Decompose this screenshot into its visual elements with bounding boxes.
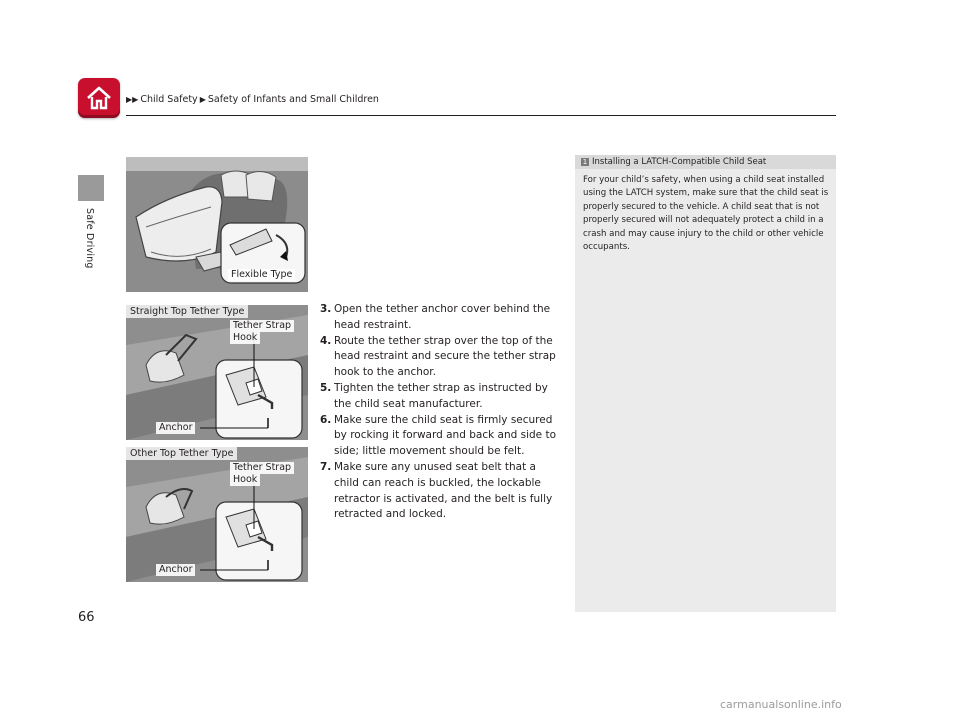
page-number: 66 <box>78 610 95 625</box>
note-body: For your child’s safety, when using a child seat installed using the LATCH system, make sure that the child seat is properly secured to the vehicle. A child seat that is not properly secured will not adequately protect a child in a crash and may cause injury to the child or other vehicle occupants. <box>583 175 829 253</box>
step-number: 3. <box>320 303 332 315</box>
hook-label: Hook <box>230 332 260 344</box>
note-title: Installing a LATCH-Compatible Child Seat <box>592 157 767 167</box>
flexible-latch-illustration <box>126 157 308 292</box>
anchor-label: Anchor <box>156 422 195 434</box>
breadcrumb-arrow-icon: ▶▶ <box>126 95 139 104</box>
step-item <box>320 460 562 523</box>
step-item <box>320 381 562 413</box>
straight-top-tether-heading: Straight Top Tether Type <box>126 305 248 318</box>
step-number: 7. <box>320 460 332 473</box>
watermark: carmanualsonline.info <box>720 698 842 711</box>
breadcrumb-arrow-icon: ▶ <box>199 95 206 104</box>
straight-tether-illustration <box>126 305 308 440</box>
breadcrumb-item-child-safety[interactable]: Child Safety <box>140 94 198 105</box>
breadcrumb-item-current[interactable]: Safety of Infants and Small Children <box>207 94 379 105</box>
header-rule <box>126 115 836 116</box>
home-button[interactable] <box>78 78 120 118</box>
hook-label: Hook <box>230 474 260 486</box>
section-label: Safe Driving <box>84 208 95 269</box>
instruction-steps <box>320 302 562 523</box>
step-number: 6. <box>320 413 332 426</box>
breadcrumb <box>126 94 379 105</box>
note-reference-icon: 1 <box>582 158 588 166</box>
step-text: Tighten the tether strap as instructed by the child seat manufacturer. <box>334 381 548 410</box>
home-icon <box>85 84 113 112</box>
step-text: Make sure the child seat is firmly secured by rocking it forward and back and side to side; little movement should be felt. <box>334 413 556 458</box>
other-top-tether-heading: Other Top Tether Type <box>126 447 237 460</box>
step-number: 4. <box>320 334 332 347</box>
anchor-label: Anchor <box>156 564 195 576</box>
flexible-type-label: Flexible Type <box>228 269 295 281</box>
step-text: Make sure any unused seat belt that a child can reach is buckled, the lockable retractor is activated, and the belt is fully retracted and locked. <box>334 460 553 521</box>
other-tether-illustration <box>126 447 308 582</box>
step-item <box>320 334 562 381</box>
note-title-bar[interactable] <box>575 155 836 169</box>
section-tab[interactable] <box>78 175 104 201</box>
note-panel <box>575 155 836 612</box>
step-item <box>320 413 562 460</box>
step-number: 5. <box>320 381 332 394</box>
tether-strap-label: Tether Strap <box>230 462 294 474</box>
step-text: Open the tether anchor cover behind the head restraint. <box>334 303 551 331</box>
tether-strap-label: Tether Strap <box>230 320 294 332</box>
step-text: Route the tether strap over the top of the head restraint and secure the tether strap hook to the anchor. <box>334 334 556 379</box>
step-item <box>320 302 562 334</box>
